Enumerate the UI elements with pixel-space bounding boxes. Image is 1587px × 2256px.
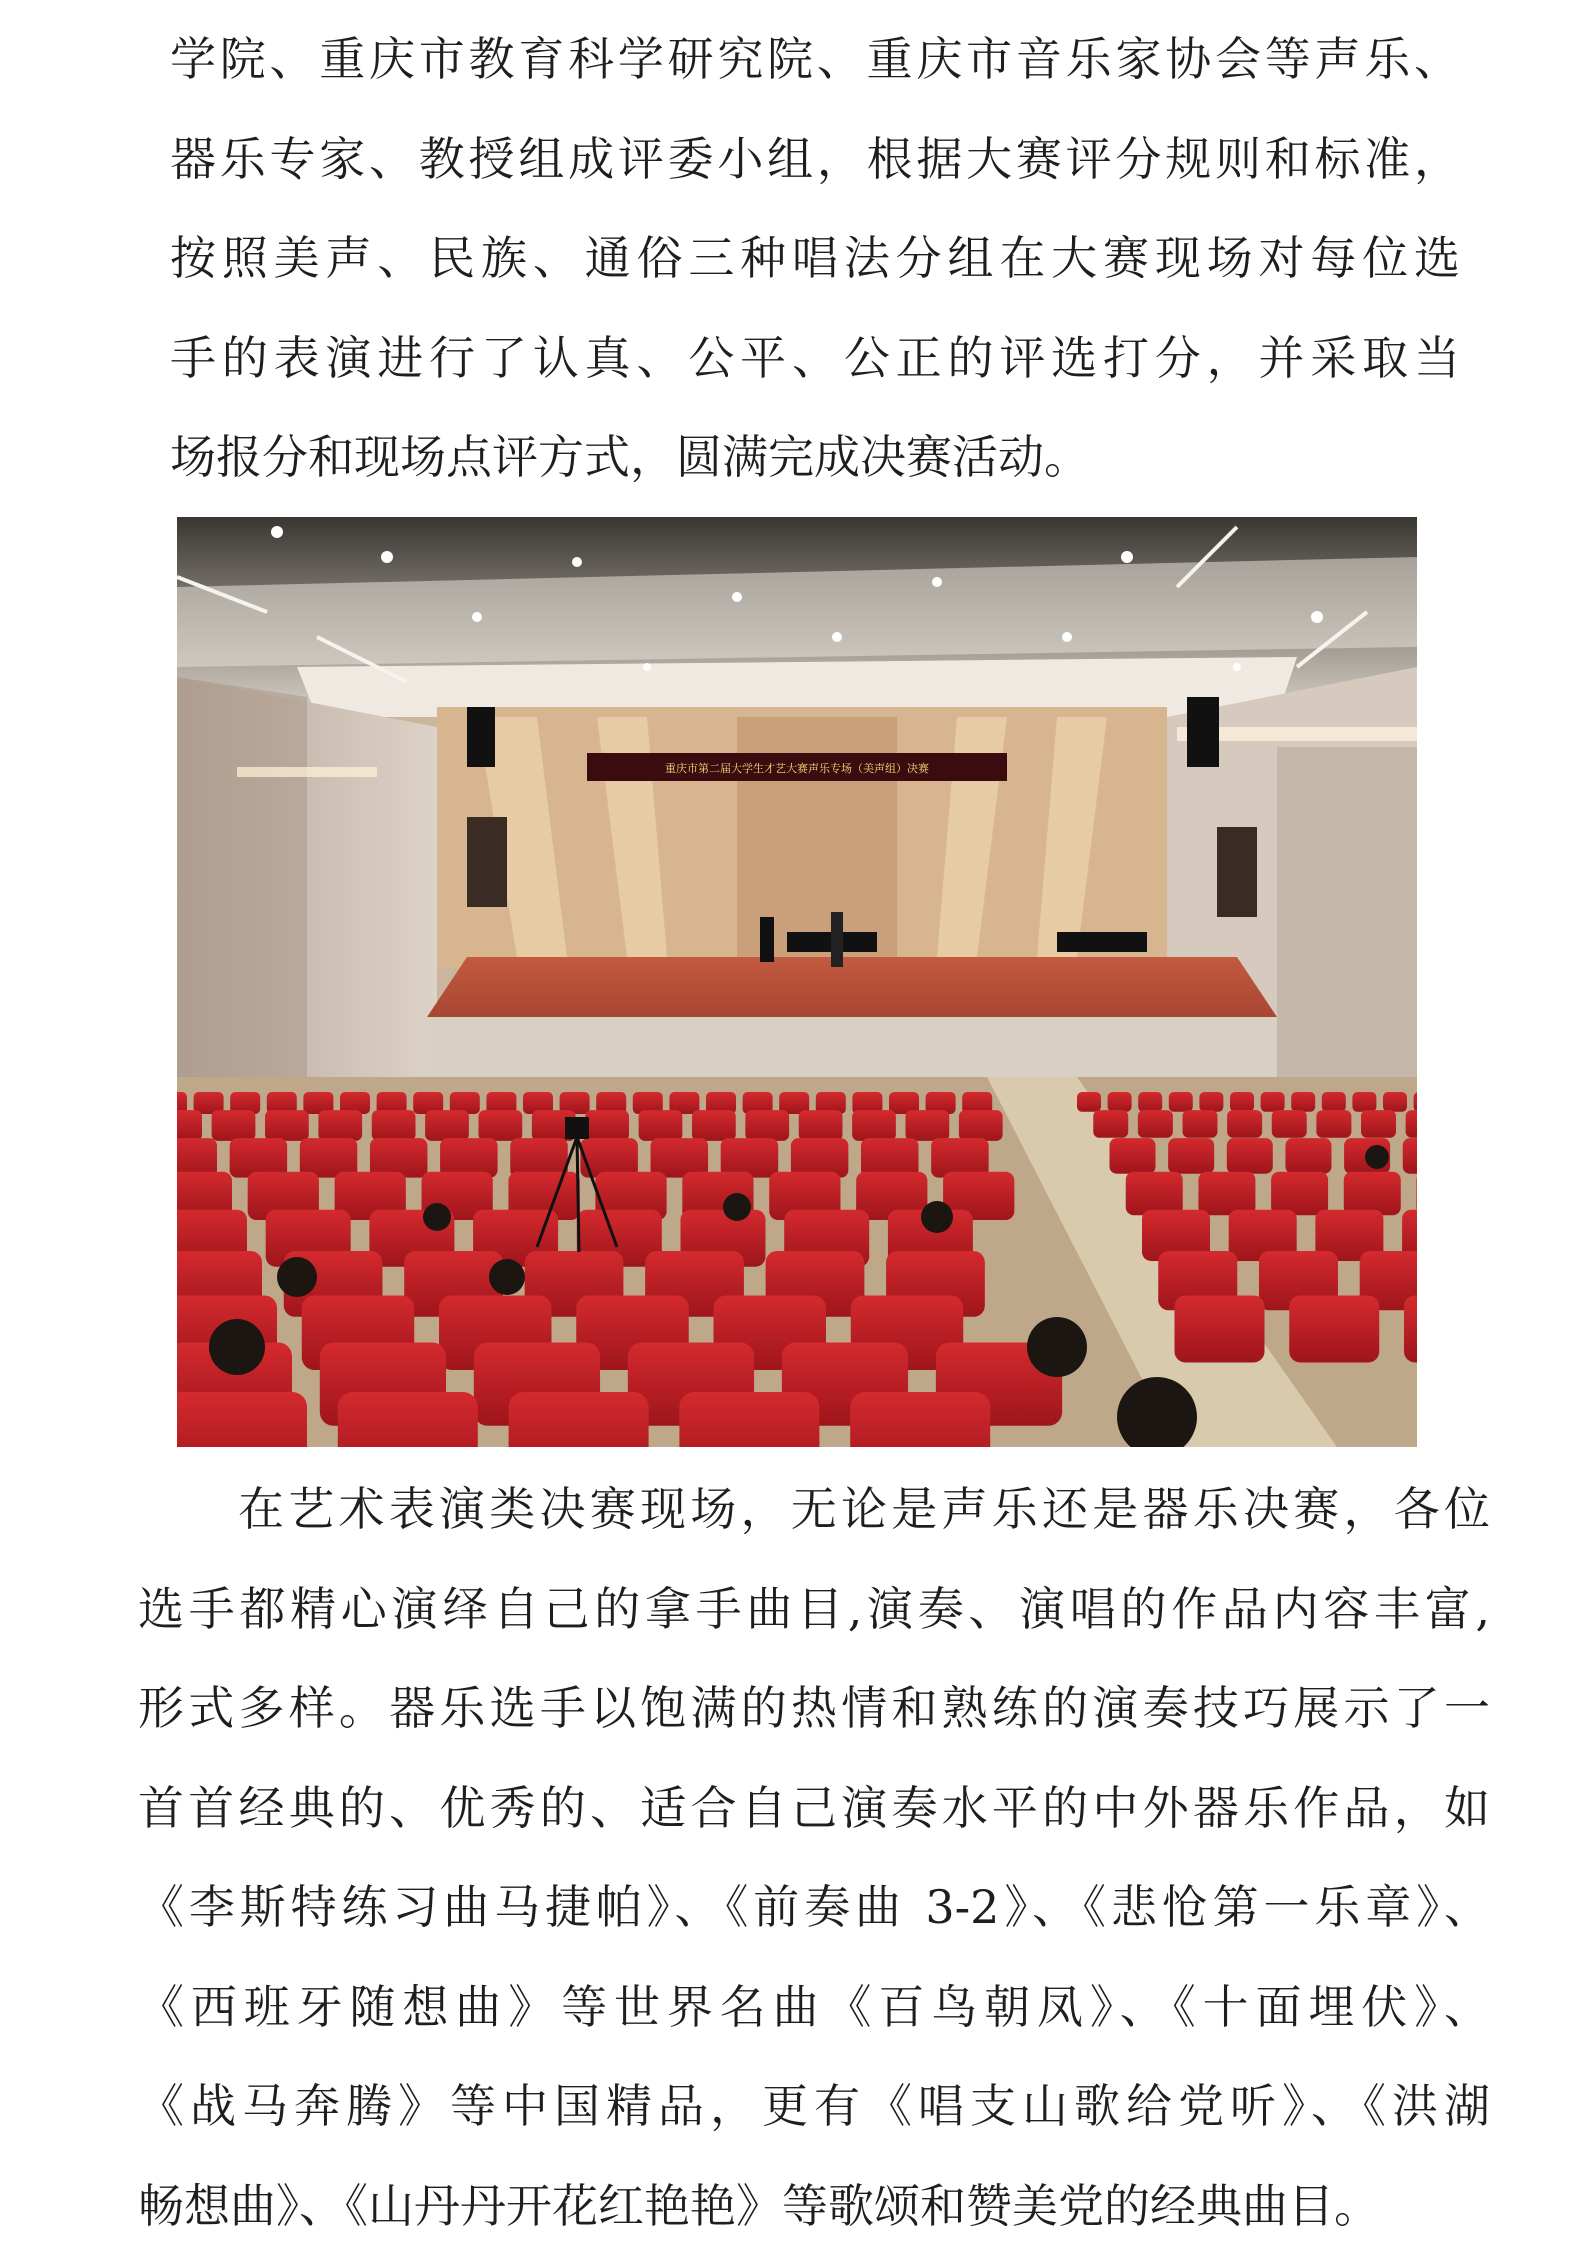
- auditorium-seat: [1403, 1138, 1417, 1174]
- auditorium-seat: [177, 1110, 202, 1141]
- auditorium-seat: [1289, 1295, 1379, 1362]
- auditorium-seat: [861, 1138, 919, 1178]
- auditorium-seat: [510, 1138, 568, 1178]
- auditorium-seat: [509, 1392, 649, 1447]
- auditorium-seat: [1198, 1172, 1255, 1215]
- audience-head: [921, 1201, 953, 1233]
- text-line: 《战马奔腾》等中国精品，更有《唱支山歌给党听》、《洪湖: [138, 2057, 1490, 2157]
- auditorium-seat: [338, 1392, 478, 1447]
- text-line: 《李斯特练习曲马捷帕》、《前奏曲 3-2》、《悲怆第一乐章》、: [138, 1858, 1490, 1958]
- auditorium-seat: [479, 1110, 523, 1141]
- text-line: 《西班牙随想曲》等世界名曲《百鸟朝凤》、《十面埋伏》、: [138, 1958, 1490, 2058]
- auditorium-seat: [370, 1138, 428, 1178]
- auditorium-seat: [799, 1110, 843, 1141]
- text-line: 畅想曲》、《山丹丹开花红艳艳》等歌颂和赞美党的经典曲目。: [138, 2157, 1490, 2256]
- concert-hall-photo: [177, 517, 1417, 1447]
- audience-head: [1027, 1317, 1087, 1377]
- text-line: 形式多样。器乐选手以饱满的热情和熟练的演奏技巧展示了一: [138, 1659, 1490, 1759]
- auditorium-seat: [852, 1110, 896, 1141]
- paragraph-judging: [170, 10, 1460, 508]
- auditorium-seat: [1227, 1138, 1273, 1174]
- auditorium-seat: [212, 1110, 256, 1141]
- auditorium-seat: [318, 1110, 362, 1141]
- text-line: 学院、重庆市教育科学研究院、重庆市音乐家协会等声乐、: [170, 10, 1460, 110]
- auditorium-seat: [1272, 1110, 1307, 1138]
- audience-head: [277, 1257, 317, 1297]
- auditorium-seat: [425, 1110, 469, 1141]
- auditorium-seat: [906, 1110, 950, 1141]
- text-line: 器乐专家、教授组成评委小组，根据大赛评分规则和标准，: [170, 110, 1460, 210]
- auditorium-seat: [177, 1392, 307, 1447]
- auditorium-seat: [1077, 1092, 1101, 1112]
- auditorium-seat: [791, 1138, 849, 1178]
- auditorium-seat: [1093, 1110, 1128, 1138]
- auditorium-seat: [1285, 1138, 1331, 1174]
- auditorium-seat: [959, 1110, 1003, 1141]
- auditorium-seat: [1126, 1172, 1183, 1215]
- auditorium-seat: [1291, 1092, 1315, 1112]
- auditorium-seat: [1183, 1110, 1218, 1138]
- auditorium-seat: [440, 1138, 498, 1178]
- auditorium-seat: [745, 1110, 789, 1141]
- text-line: 选手都精心演绎自己的拿手曲目,演奏、演唱的作品内容丰富,: [138, 1560, 1490, 1660]
- auditorium-seat: [1175, 1295, 1265, 1362]
- paragraph-performances: [138, 1460, 1490, 2256]
- concert-hall-illustration: [177, 517, 1417, 1447]
- text-line: 按照美声、民族、通俗三种唱法分组在大赛现场对每位选: [170, 209, 1460, 309]
- auditorium-seat: [1110, 1138, 1156, 1174]
- auditorium-seat: [1404, 1295, 1417, 1362]
- audience-head: [423, 1203, 451, 1231]
- text-line: 首首经典的、优秀的、适合自己演奏水平的中外器乐作品，如: [138, 1759, 1490, 1859]
- auditorium-seat: [372, 1110, 416, 1141]
- auditorium-seat: [177, 1138, 217, 1178]
- auditorium-seat: [1406, 1110, 1417, 1138]
- auditorium-seat: [1316, 1110, 1351, 1138]
- stage-banner: 重庆市第二届大学生才艺大赛声乐专场（美声组）决赛: [665, 761, 929, 775]
- auditorium-seat: [230, 1138, 288, 1178]
- text-line: 场报分和现场点评方式，圆满完成决赛活动。: [170, 408, 1460, 508]
- auditorium-seat: [585, 1110, 629, 1141]
- auditorium-seat: [1322, 1092, 1346, 1112]
- auditorium-seat: [1199, 1092, 1223, 1112]
- auditorium-seat: [1271, 1172, 1328, 1215]
- auditorium-seat: [1169, 1092, 1193, 1112]
- auditorium-seat: [1352, 1092, 1376, 1112]
- auditorium-seat: [721, 1138, 779, 1178]
- auditorium-seat: [1108, 1092, 1132, 1112]
- audience-head: [1365, 1145, 1389, 1169]
- auditorium-seat: [1168, 1138, 1214, 1174]
- auditorium-seat: [850, 1392, 990, 1447]
- auditorium-seat: [1227, 1110, 1262, 1138]
- auditorium-seat: [265, 1110, 309, 1141]
- auditorium-seat: [1138, 1110, 1173, 1138]
- auditorium-seat: [1414, 1092, 1417, 1112]
- audience-head: [723, 1193, 751, 1221]
- audience-head: [489, 1259, 525, 1295]
- audience-head: [209, 1319, 265, 1375]
- auditorium-seat: [300, 1138, 358, 1178]
- auditorium-seat: [931, 1138, 989, 1178]
- auditorium-seat: [1230, 1092, 1254, 1112]
- text-line: 手的表演进行了认真、公平、公正的评选打分，并采取当: [170, 309, 1460, 409]
- auditorium-seat: [1344, 1172, 1401, 1215]
- text-line: 在艺术表演类决赛现场，无论是声乐还是器乐决赛，各位: [138, 1460, 1490, 1560]
- auditorium-seat: [639, 1110, 683, 1141]
- auditorium-seat: [1261, 1092, 1285, 1112]
- auditorium-seat: [1361, 1110, 1396, 1138]
- auditorium-seat: [679, 1392, 819, 1447]
- auditorium-seat: [1138, 1092, 1162, 1112]
- auditorium-seat: [692, 1110, 736, 1141]
- auditorium-seat: [651, 1138, 709, 1178]
- auditorium-seat: [1383, 1092, 1407, 1112]
